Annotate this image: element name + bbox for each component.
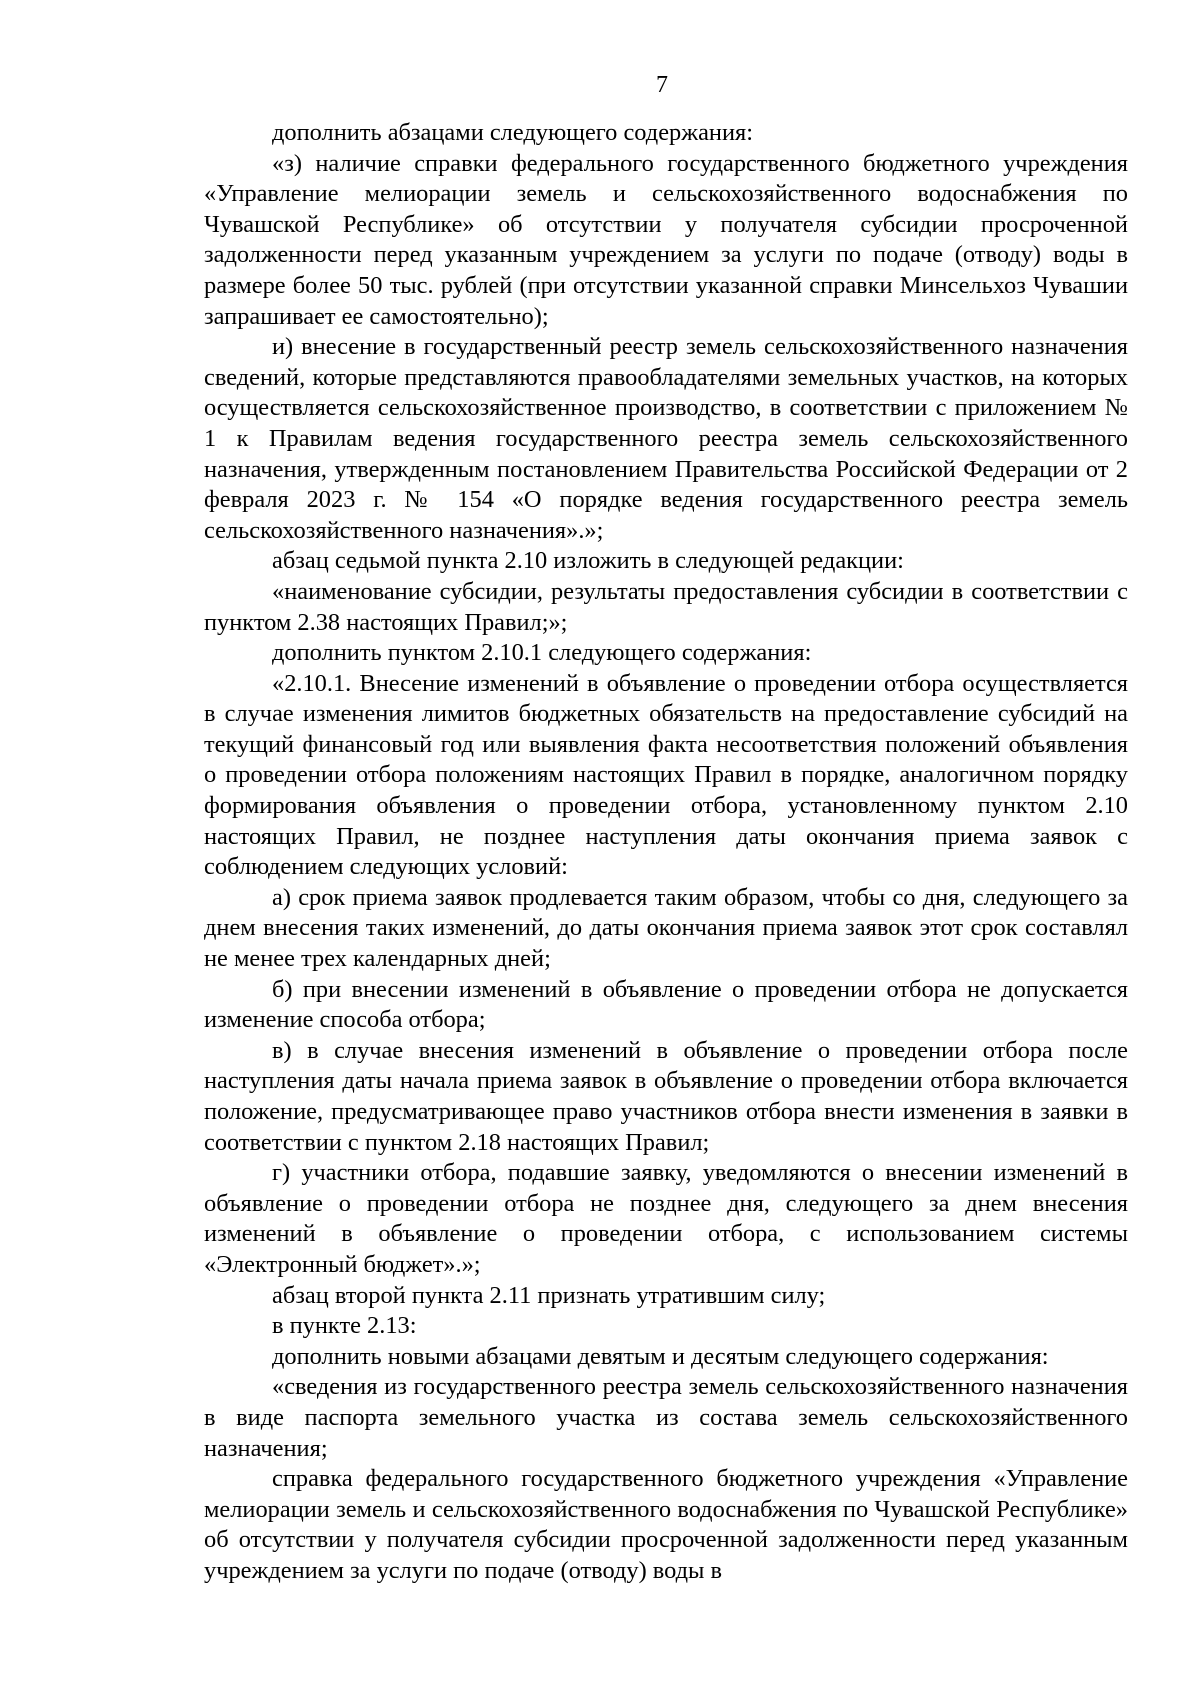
paragraph: в) в случае внесения изменений в объявление о проведении отбора после наступления даты начала приема заявок в объявление о проведении отбора включается положение, предусматривающее право участников отбора внести изменения в заявки в соответствии с пунктом 2.18 настоящих Правил;: [204, 1036, 1128, 1156]
paragraph: справка федерального государственного бюджетного учреждения «Управление мелиорации земель и сельскохозяйственного водоснабжения по Чувашской Республике» об отсутствии у получателя субсидии просроченной задолженности перед указанным учреждением за услуги по подаче (отводу) воды в: [204, 1465, 1128, 1584]
paragraph: абзац второй пункта 2.11 признать утратившим силу;: [272, 1281, 826, 1309]
page-number: 7: [656, 72, 668, 98]
paragraph: «з) наличие справки федерального государственного бюджетного учреждения «Управление мелиорации земель и сельскохозяйственного водоснабжения по Чувашской Республике» об отсутствии у получателя субсидии просроченной задолженности перед указанным учреждением за услуги по подаче (отводу) воды в размере более 50 тыс. рублей (при отсутствии указанной справки Минсельхоз Чувашии запрашивает ее самостоятельно);: [204, 149, 1128, 330]
paragraph: абзац седьмой пункта 2.10 изложить в следующей редакции:: [272, 547, 904, 575]
paragraph: дополнить пунктом 2.10.1 следующего содержания:: [272, 639, 812, 667]
paragraph: дополнить абзацами следующего содержания:: [272, 119, 753, 146]
paragraph: в пункте 2.13:: [272, 1312, 417, 1340]
paragraph: а) срок приема заявок продлевается таким образом, чтобы со дня, следующего за днем внесения таких изменений, до даты окончания приема заявок этот срок составлял не менее трех календарных дней;: [204, 883, 1128, 973]
paragraph: «2.10.1. Внесение изменений в объявление о проведении отбора осуществляется в случае изменения лимитов бюджетных обязательств на предоставление субсидий на текущий финансовый год или выявления факта несоответствия положений объявления о проведении отбора положениям настоящих Правил в порядке, аналогичном порядку формирования объявления о проведении отбора, установленному пунктом 2.10 настоящих Правил, не позднее наступления даты окончания приема заявок с соблюдением следующих условий:: [204, 669, 1128, 881]
paragraph: «наименование субсидии, результаты предоставления субсидии в соответствии с пунктом 2.38 настоящих Правил;»;: [204, 577, 1128, 636]
paragraph: дополнить новыми абзацами девятым и десятым следующего содержания:: [272, 1342, 1049, 1370]
paragraph: г) участники отбора, подавшие заявку, уведомляются о внесении изменений в объявление о проведении отбора не позднее дня, следующего за днем внесения изменений в объявление о проведении отбора, с использованием системы «Электронный бюджет».»;: [204, 1159, 1128, 1278]
paragraph: «сведения из государственного реестра земель сельскохозяйственного назначения в виде паспорта земельного участка из состава земель сельскохозяйственного назначения;: [204, 1373, 1128, 1462]
paragraph: б) при внесении изменений в объявление о проведении отбора не допускается изменение способа отбора;: [204, 975, 1128, 1034]
paragraph: и) внесение в государственный реестр земель сельскохозяйственного назначения сведений, которые представляются правообладателями земельных участков, на которых осуществляется сельскохозяйственное производство, в соответствии с приложением № 1 к Правилам ведения государственного реестра земель сельскохозяйственного назначения, утвержденным постановлением Правительства Российской Федерации от 2 февраля 2023 г. № 154 «О порядке ведения государственного реестра земель сельскохозяйственного назначения».»;: [204, 333, 1128, 544]
document-body: [204, 118, 1128, 1587]
